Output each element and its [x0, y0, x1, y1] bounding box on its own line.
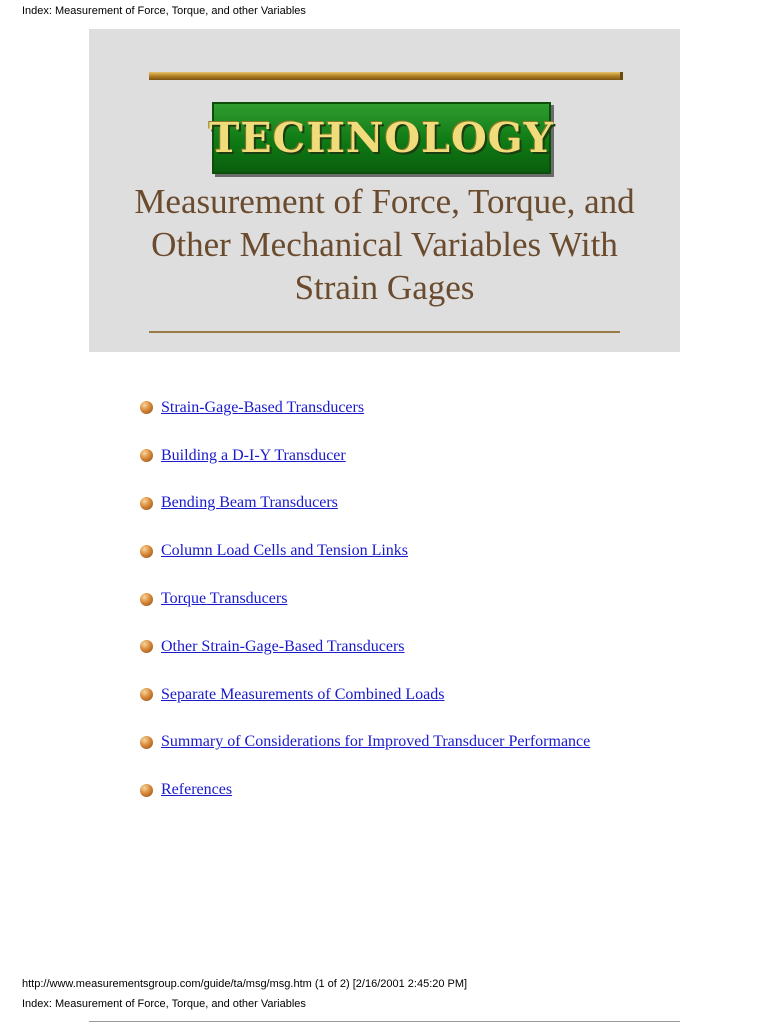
bullet-icon: [140, 593, 153, 606]
bullet-icon: [140, 640, 153, 653]
bullet-icon: [140, 784, 153, 797]
technology-badge: [208, 102, 555, 174]
list-item: [140, 623, 590, 671]
title-banner: [89, 29, 680, 352]
title-underline-rule: [149, 331, 620, 333]
footer-divider: [89, 1021, 680, 1022]
topic-link-list: [140, 384, 590, 814]
link-other-strain-gage-transducers[interactable]: Other Strain-Gage-Based Transducers: [161, 637, 405, 655]
list-item: [140, 384, 590, 432]
link-building-diy-transducer[interactable]: Building a D-I-Y Transducer: [161, 446, 346, 464]
link-bending-beam-transducers[interactable]: Bending Beam Transducers: [161, 494, 338, 512]
link-torque-transducers[interactable]: Torque Transducers: [161, 590, 288, 608]
page-title-line: Other Mechanical Variables With: [151, 225, 618, 264]
link-column-load-cells[interactable]: Column Load Cells and Tension Links: [161, 542, 409, 560]
list-item: [140, 719, 590, 767]
link-combined-loads[interactable]: Separate Measurements of Combined Loads: [161, 685, 445, 703]
list-item: [140, 766, 590, 814]
bullet-icon: [140, 497, 153, 510]
bullet-icon: [140, 688, 153, 701]
list-item: [140, 671, 590, 719]
link-strain-gage-based-transducers[interactable]: Strain-Gage-Based Transducers: [161, 398, 365, 416]
bullet-icon: [140, 401, 153, 414]
page-title: [89, 180, 680, 309]
list-item: [140, 480, 590, 528]
link-references[interactable]: References: [161, 781, 233, 799]
technology-badge-label: TECHNOLOGY: [208, 114, 555, 162]
page-header-title: Index: Measurement of Force, Torque, and other Variables: [22, 5, 306, 17]
link-summary-considerations[interactable]: Summary of Considerations for Improved Transducer Performance: [161, 733, 591, 751]
list-item: [140, 432, 590, 480]
gold-divider-bar: [149, 72, 623, 80]
page-title-line: Strain Gages: [294, 268, 475, 307]
footer-url-line: http://www.measurementsgroup.com/guide/ta/msg/msg.htm (1 of 2) [2/16/2001 2:45:20 PM]: [22, 978, 468, 990]
list-item: [140, 527, 590, 575]
bullet-icon: [140, 736, 153, 749]
page-title-line: Measurement of Force, Torque, and: [134, 182, 635, 221]
bullet-icon: [140, 545, 153, 558]
list-item: [140, 575, 590, 623]
footer-index-line: Index: Measurement of Force, Torque, and other Variables: [22, 998, 306, 1010]
bullet-icon: [140, 449, 153, 462]
